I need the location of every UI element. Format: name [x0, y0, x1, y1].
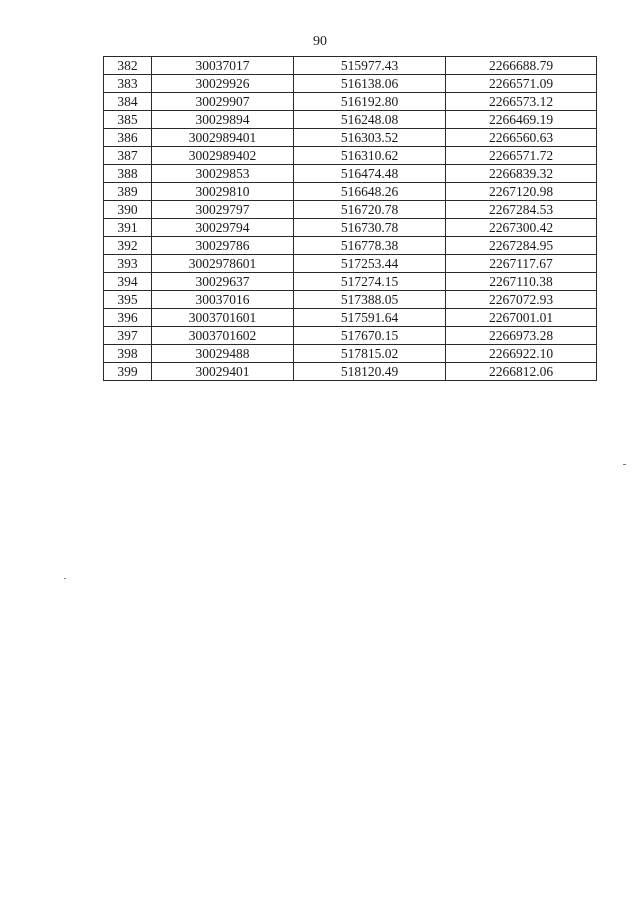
y-coordinate-cell: 2266571.72 [446, 147, 597, 165]
x-coordinate-cell: 516138.06 [294, 75, 446, 93]
y-coordinate-cell: 2267072.93 [446, 291, 597, 309]
x-coordinate-cell: 517253.44 [294, 255, 446, 273]
point-id-cell: 3002989402 [152, 147, 294, 165]
y-coordinate-cell: 2266571.09 [446, 75, 597, 93]
point-id-cell: 3003701602 [152, 327, 294, 345]
row-number-cell: 395 [104, 291, 152, 309]
x-coordinate-cell: 517670.15 [294, 327, 446, 345]
x-coordinate-cell: 516648.26 [294, 183, 446, 201]
point-id-cell: 30029488 [152, 345, 294, 363]
page-number: 90 [313, 34, 327, 49]
table-row [104, 183, 597, 201]
point-id-cell: 3003701601 [152, 309, 294, 327]
table-row [104, 219, 597, 237]
scan-speck [623, 464, 626, 465]
table-body [104, 57, 597, 381]
row-number-cell: 396 [104, 309, 152, 327]
table-row [104, 111, 597, 129]
table-row [104, 57, 597, 75]
x-coordinate-cell: 516303.52 [294, 129, 446, 147]
table-row [104, 93, 597, 111]
y-coordinate-cell: 2267117.67 [446, 255, 597, 273]
row-number-cell: 383 [104, 75, 152, 93]
point-id-cell: 30029797 [152, 201, 294, 219]
row-number-cell: 386 [104, 129, 152, 147]
y-coordinate-cell: 2267284.95 [446, 237, 597, 255]
table-row [104, 255, 597, 273]
y-coordinate-cell: 2267110.38 [446, 273, 597, 291]
point-id-cell: 30029637 [152, 273, 294, 291]
y-coordinate-cell: 2266573.12 [446, 93, 597, 111]
y-coordinate-cell: 2267001.01 [446, 309, 597, 327]
row-number-cell: 394 [104, 273, 152, 291]
y-coordinate-cell: 2267120.98 [446, 183, 597, 201]
y-coordinate-cell: 2266469.19 [446, 111, 597, 129]
scan-speck [64, 578, 66, 579]
y-coordinate-cell: 2266560.63 [446, 129, 597, 147]
y-coordinate-cell: 2266839.32 [446, 165, 597, 183]
x-coordinate-cell: 517591.64 [294, 309, 446, 327]
point-id-cell: 30037016 [152, 291, 294, 309]
x-coordinate-cell: 517274.15 [294, 273, 446, 291]
table-row [104, 345, 597, 363]
row-number-cell: 399 [104, 363, 152, 381]
table-row [104, 201, 597, 219]
x-coordinate-cell: 516730.78 [294, 219, 446, 237]
table-row [104, 165, 597, 183]
table-row [104, 327, 597, 345]
y-coordinate-cell: 2267284.53 [446, 201, 597, 219]
row-number-cell: 389 [104, 183, 152, 201]
row-number-cell: 398 [104, 345, 152, 363]
row-number-cell: 384 [104, 93, 152, 111]
y-coordinate-cell: 2267300.42 [446, 219, 597, 237]
y-coordinate-cell: 2266812.06 [446, 363, 597, 381]
table-row [104, 363, 597, 381]
row-number-cell: 388 [104, 165, 152, 183]
y-coordinate-cell: 2266922.10 [446, 345, 597, 363]
point-id-cell: 3002978601 [152, 255, 294, 273]
point-id-cell: 30029894 [152, 111, 294, 129]
x-coordinate-cell: 516778.38 [294, 237, 446, 255]
table-row [104, 147, 597, 165]
point-id-cell: 30029853 [152, 165, 294, 183]
row-number-cell: 390 [104, 201, 152, 219]
x-coordinate-cell: 516248.08 [294, 111, 446, 129]
x-coordinate-cell: 517815.02 [294, 345, 446, 363]
x-coordinate-cell: 516310.62 [294, 147, 446, 165]
row-number-cell: 391 [104, 219, 152, 237]
point-id-cell: 30037017 [152, 57, 294, 75]
x-coordinate-cell: 518120.49 [294, 363, 446, 381]
row-number-cell: 387 [104, 147, 152, 165]
x-coordinate-cell: 516720.78 [294, 201, 446, 219]
x-coordinate-cell: 516192.80 [294, 93, 446, 111]
x-coordinate-cell: 515977.43 [294, 57, 446, 75]
row-number-cell: 385 [104, 111, 152, 129]
x-coordinate-cell: 516474.48 [294, 165, 446, 183]
table-row [104, 273, 597, 291]
point-id-cell: 30029401 [152, 363, 294, 381]
table-row [104, 75, 597, 93]
row-number-cell: 393 [104, 255, 152, 273]
table-row [104, 291, 597, 309]
x-coordinate-cell: 517388.05 [294, 291, 446, 309]
point-id-cell: 30029907 [152, 93, 294, 111]
point-id-cell: 3002989401 [152, 129, 294, 147]
point-id-cell: 30029786 [152, 237, 294, 255]
table-row [104, 309, 597, 327]
row-number-cell: 397 [104, 327, 152, 345]
y-coordinate-cell: 2266688.79 [446, 57, 597, 75]
coordinates-table [103, 56, 597, 381]
point-id-cell: 30029926 [152, 75, 294, 93]
row-number-cell: 382 [104, 57, 152, 75]
table-row [104, 237, 597, 255]
row-number-cell: 392 [104, 237, 152, 255]
table-row [104, 129, 597, 147]
point-id-cell: 30029810 [152, 183, 294, 201]
y-coordinate-cell: 2266973.28 [446, 327, 597, 345]
point-id-cell: 30029794 [152, 219, 294, 237]
